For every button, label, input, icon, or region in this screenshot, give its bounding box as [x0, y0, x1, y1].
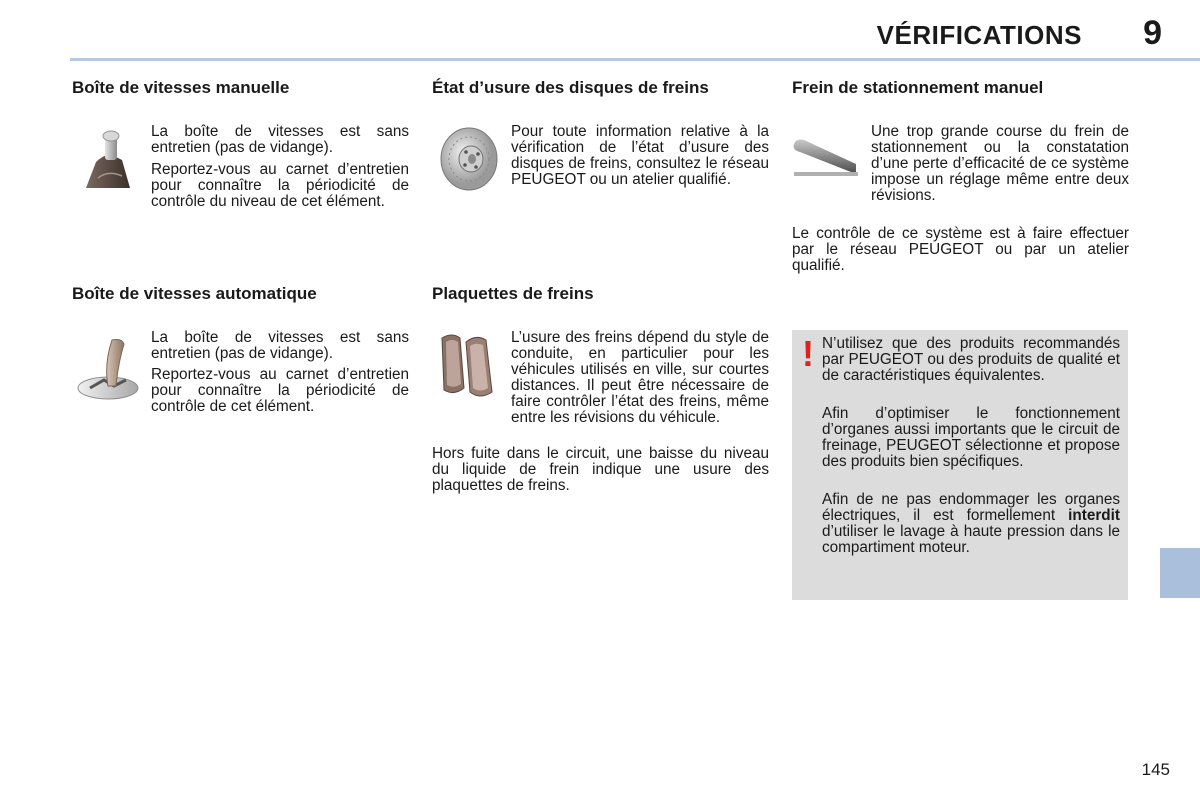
warning-paragraph [822, 492, 1120, 556]
paragraph: Le contrôle de ce système est à faire effectuer par le réseau PEUGEOT ou par un atelier qualifié. [792, 225, 1129, 274]
brake-disc-icon [436, 124, 502, 194]
section-brake-pads [432, 284, 762, 303]
manual-gear-lever-icon [78, 126, 140, 192]
paragraph: La boîte de vitesses est sans entretien (pas de vidange). [151, 123, 409, 156]
chapter-number: 9 [1143, 14, 1162, 52]
warning-paragraph: Afin d’optimiser le fonctionnement d’organes aussi importants que le circuit de freinage, PEUGEOT sélectionne et propose des produits bien spécifiques. [822, 405, 1120, 470]
section-heading: Boîte de vitesses automatique [72, 284, 317, 303]
paragraph: Reportez-vous au carnet d’entretien pour connaître la périodicité de contrôle de cet élément. [151, 366, 409, 415]
section-manual-gearbox [72, 78, 412, 97]
parking-brake-lever-icon [790, 134, 860, 182]
warning-emphasis: interdit [1068, 507, 1120, 524]
paragraph: Pour toute information relative à la vérification de l’état d’usure des disques de freins, consultez le réseau PEUGEOT ou un atelier qualifié. [511, 123, 769, 188]
paragraph: L’usure des freins dépend du style de conduite, en particulier pour les véhicules utilisés en ville, sur courtes distances. Il peut être nécessaire de faire contrôler l’état des freins, même entre les révisions du véhicule. [511, 329, 769, 426]
warning-paragraph: N’utilisez que des produits recommandés par PEUGEOT ou des produits de qualité et de caractéristiques équivalentes. [822, 335, 1120, 384]
section-heading: Boîte de vitesses manuelle [72, 78, 290, 97]
warning-box [792, 330, 1128, 600]
paragraph: Une trop grande course du frein de stationnement ou la constatation d’une perte d’efficacité de ce système impose un réglage même entre deux révisions. [871, 123, 1129, 204]
page-title: VÉRIFICATIONS [876, 20, 1082, 50]
section-automatic-gearbox [72, 284, 412, 303]
warning-text: Afin de ne pas endommager les organes électriques, il est formellement [822, 491, 1120, 524]
chapter-side-tab[interactable] [1160, 548, 1200, 598]
page-number: 145 [1141, 760, 1170, 779]
brake-pads-icon [436, 330, 498, 400]
warning-text: d’utiliser le lavage à haute pression dans le compartiment moteur. [822, 523, 1120, 556]
paragraph: Hors fuite dans le circuit, une baisse du niveau du liquide de frein indique une usure des plaquettes de freins. [432, 445, 769, 494]
header-rule [70, 58, 1200, 61]
paragraph: Reportez-vous au carnet d’entretien pour connaître la périodicité de contrôle du niveau de cet élément. [151, 161, 409, 210]
section-heading: Plaquettes de freins [432, 284, 594, 303]
section-brake-discs [432, 78, 762, 97]
section-heading: Frein de stationnement manuel [792, 78, 1044, 97]
automatic-gear-selector-icon [74, 334, 142, 402]
section-heading: État d’usure des disques de freins [432, 78, 709, 97]
section-parking-brake [792, 78, 1132, 97]
warning-icon: ! [802, 333, 814, 374]
paragraph: La boîte de vitesses est sans entretien (pas de vidange). [151, 329, 409, 362]
